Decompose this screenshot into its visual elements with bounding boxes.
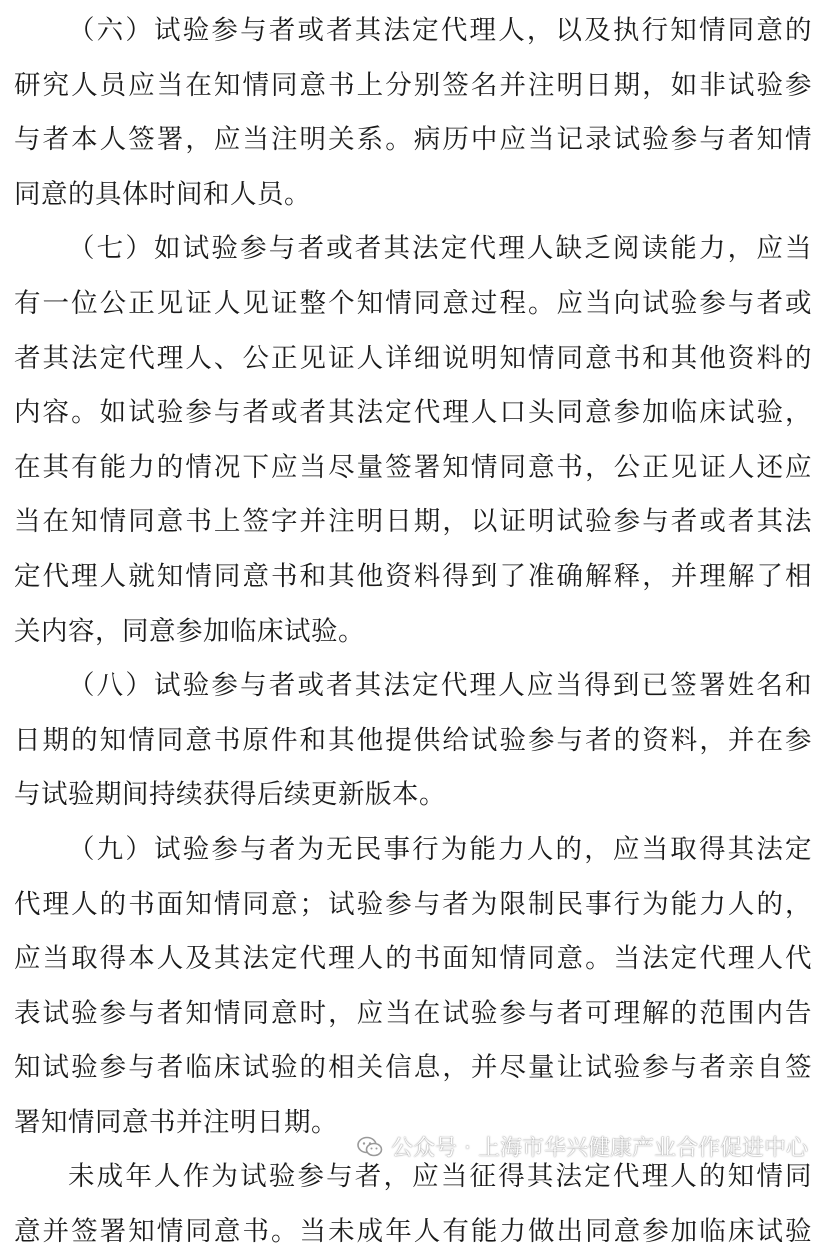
watermark-text: 公众号 · 上海市华兴健康产业合作促进中心 (391, 1136, 808, 1161)
text-line: 表试验参与者知情同意时，应当在试验参与者可理解的范围内告 (14, 997, 812, 1029)
watermark (357, 1131, 808, 1162)
text-line: 有一位公正见证人见证整个知情同意过程。应当向试验参与者或 (14, 287, 812, 319)
text-line: 代理人的书面知情同意；试验参与者为限制民事行为能力人的， (14, 888, 812, 920)
wechat-icon (357, 1136, 383, 1158)
text-line: （八）试验参与者或者其法定代理人应当得到已签署姓名和 (68, 670, 812, 702)
text-line: 未成年人作为试验参与者，应当征得其法定代理人的知情同 (68, 1161, 812, 1193)
text-line: 定代理人就知情同意书和其他资料得到了准确解释，并理解了相 (14, 560, 812, 592)
text-line: 关内容，同意参加临床试验。 (14, 615, 365, 647)
text-line: 同意的具体时间和人员。 (14, 178, 311, 210)
text-line: 日期的知情同意书原件和其他提供给试验参与者的资料，并在参 (14, 724, 812, 756)
text-line: （九）试验参与者为无民事行为能力人的，应当取得其法定 (68, 833, 812, 865)
text-line: 署知情同意书并注明日期。 (14, 1106, 338, 1138)
text-line: 意并签署知情同意书。当未成年人有能力做出同意参加临床试验 (14, 1216, 812, 1248)
text-line: 在其有能力的情况下应当尽量签署知情同意书，公正见证人还应 (14, 451, 812, 483)
text-line: 研究人员应当在知情同意书上分别签名并注明日期，如非试验参 (14, 69, 812, 101)
text-line: 知试验参与者临床试验的相关信息，并尽量让试验参与者亲自签 (14, 1052, 812, 1084)
text-line: 与者本人签署，应当注明关系。病历中应当记录试验参与者知情 (14, 124, 812, 156)
text-line: （七）如试验参与者或者其法定代理人缺乏阅读能力，应当 (68, 233, 812, 265)
text-line: 应当取得本人及其法定代理人的书面知情同意。当法定代理人代 (14, 943, 812, 975)
text-line: 者其法定代理人、公正见证人详细说明知情同意书和其他资料的 (14, 342, 812, 374)
text-line: 与试验期间持续获得后续更新版本。 (14, 779, 446, 811)
text-line: 当在知情同意书上签字并注明日期，以证明试验参与者或者其法 (14, 506, 812, 538)
text-line: （六）试验参与者或者其法定代理人，以及执行知情同意的 (68, 15, 812, 46)
text-line: 内容。如试验参与者或者其法定代理人口头同意参加临床试验， (14, 397, 812, 429)
